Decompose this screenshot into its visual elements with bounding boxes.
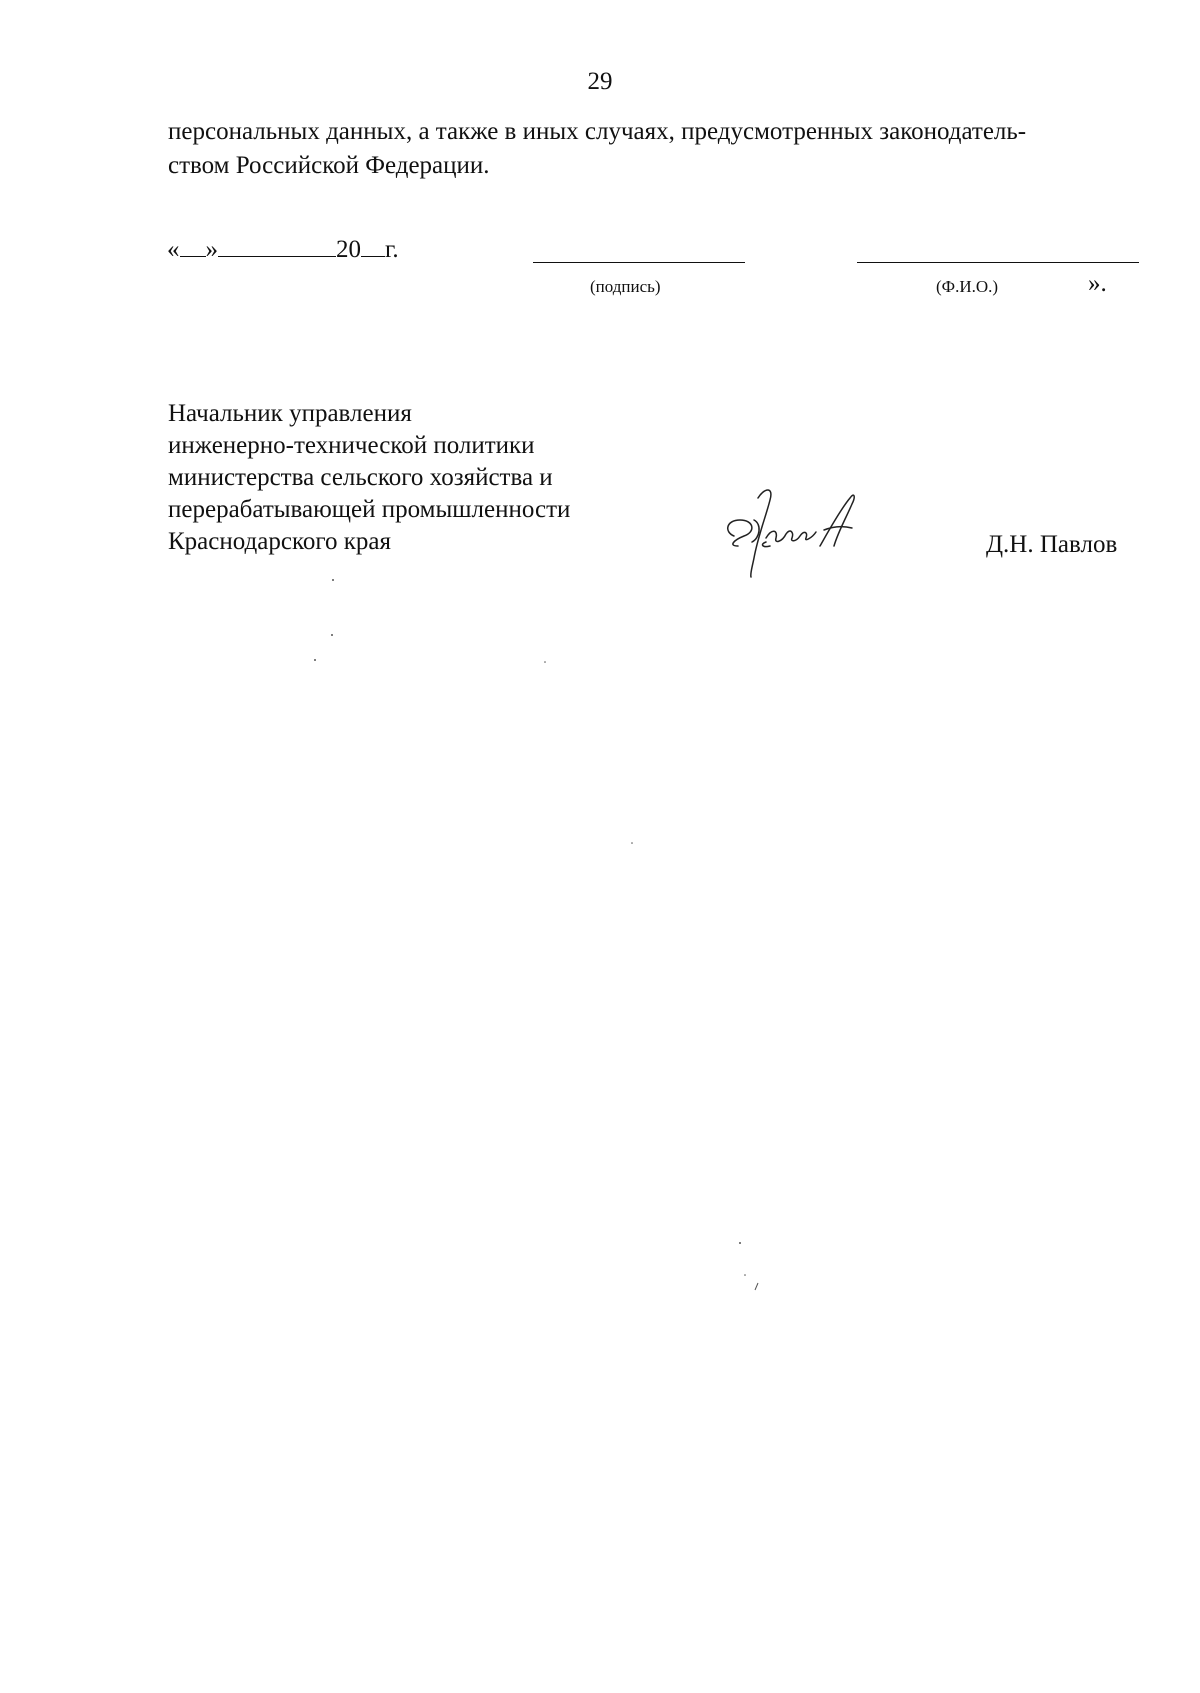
page-number: 29	[587, 68, 613, 95]
position-line-3: министерства сельского хозяйства и	[168, 464, 553, 491]
date-close-quote: »	[205, 236, 218, 263]
body-text-line-1: персональных данных, а также в иных случаях, предусмотренных законодатель-	[168, 118, 1027, 145]
position-line-2: инженерно-технической политики	[168, 432, 535, 459]
signature-caption: (подпись)	[590, 277, 661, 296]
position-line-5: Краснодарского края	[168, 528, 391, 555]
year-prefix: 20	[336, 236, 361, 263]
body-text-line-2: ством Российской Федерации.	[168, 152, 490, 179]
date-open-quote: «	[167, 236, 180, 263]
signer-name: Д.Н. Павлов	[986, 531, 1118, 558]
full-name-caption: (Ф.И.О.)	[936, 277, 999, 296]
position-line-4: перерабатывающей промышленности	[168, 496, 571, 523]
position-line-1: Начальник управления	[168, 400, 412, 427]
year-suffix: г.	[385, 236, 399, 263]
closing-quote: ».	[1088, 270, 1107, 297]
